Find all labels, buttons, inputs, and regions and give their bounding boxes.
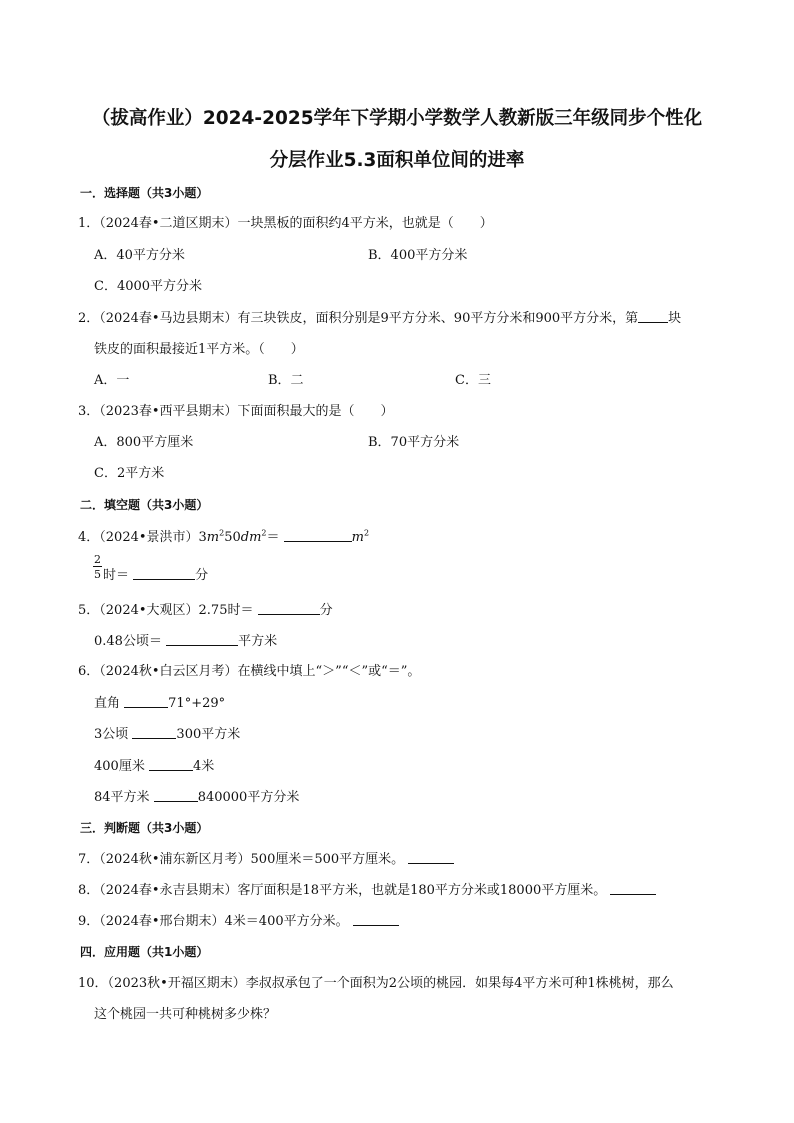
- unit-m: m: [206, 530, 220, 545]
- exponent: 2: [261, 528, 267, 538]
- page-title-line2: 分层作业5.3面积单位间的进率: [269, 150, 525, 171]
- question-6-row2: [94, 724, 240, 745]
- question-3-stem: 3．（2023春•西平县期末）下面面积最大的是（ ）: [78, 404, 394, 419]
- question-6-row2-left: 3公顷: [94, 727, 129, 742]
- question-2-stem-tail: 块: [668, 311, 682, 326]
- question-1-option-b: B．400平方分米: [368, 248, 468, 263]
- question-4-line2-text: 时＝: [103, 568, 130, 583]
- question-6-row4-right: 840000平方分米: [197, 790, 300, 805]
- question-6-row2-right: 300平方米: [176, 727, 241, 742]
- answer-blank[interactable]: [124, 693, 168, 708]
- question-6-row4-left: 84平方米: [94, 790, 150, 805]
- fraction-bar: [93, 566, 102, 567]
- question-5-line1-text: 5．（2024•大观区）2.75时＝: [78, 603, 254, 618]
- section-heading-fill: 二．填空题（共3小题）: [80, 498, 209, 512]
- question-9-line: [78, 911, 399, 932]
- unit-m: m: [351, 530, 364, 545]
- question-6-row1-left: 直角: [94, 696, 121, 711]
- question-8-stem: 8．（2024春•永吉县期末）客厅面积是18平方米，也就是180平方分米或18000平方厘米。: [78, 883, 607, 898]
- question-4-prefix: 4．（2024•景洪市）3: [78, 530, 207, 545]
- answer-blank[interactable]: [408, 849, 454, 864]
- answer-blank[interactable]: [149, 756, 193, 771]
- answer-blank[interactable]: [132, 724, 176, 739]
- question-2-option-a: A．一: [94, 373, 130, 388]
- answer-blank[interactable]: [353, 911, 399, 926]
- answer-blank[interactable]: [610, 880, 656, 895]
- section-heading-application: 四．应用题（共1小题）: [80, 945, 209, 959]
- equals-sign: ＝: [266, 530, 280, 545]
- question-6-row3-right: 4米: [192, 759, 215, 774]
- question-7-line: [78, 849, 454, 870]
- question-7-stem: 7．（2024秋•浦东新区月考）500厘米＝500平方厘米。: [78, 852, 405, 867]
- question-3-option-c: C．2平方米: [94, 466, 165, 481]
- question-10-line1: 10．（2023秋•开福区期末）李叔叔承包了一个面积为2公顷的桃园．如果每4平方米可种1株桃树，那么: [78, 976, 674, 991]
- fraction-numerator: 2: [94, 553, 101, 566]
- question-6-row1-right: 71°+29°: [168, 696, 226, 711]
- question-4-line2: [103, 565, 208, 586]
- answer-blank[interactable]: [284, 527, 352, 542]
- question-5-line1: [78, 600, 333, 621]
- question-4-line2-unit: 分: [195, 568, 209, 583]
- question-2-option-b: B．二: [268, 373, 304, 388]
- question-2-stem-line2: 铁皮的面积最接近1平方米。（ ）: [94, 342, 304, 357]
- answer-blank[interactable]: [638, 308, 668, 323]
- question-5-line2-text: 0.48公顷＝: [94, 634, 162, 649]
- section-heading-judge: 三．判断题（共3小题）: [80, 821, 209, 835]
- answer-blank[interactable]: [133, 565, 195, 580]
- question-8-line: [78, 880, 656, 901]
- question-1-stem: 1．（2024春•二道区期末）一块黑板的面积约4平方米，也就是（ ）: [78, 216, 493, 231]
- question-3-option-b: B．70平方分米: [368, 435, 460, 450]
- question-5-line2-unit: 平方米: [238, 634, 278, 649]
- question-6-row1: [94, 693, 225, 714]
- unit-dm: dm: [240, 530, 262, 545]
- exponent: 2: [219, 528, 225, 538]
- question-2-stem-text: 2．（2024春•马边县期末）有三块铁皮，面积分别是9平方分米、90平方分米和900平方分米，第: [78, 311, 639, 326]
- exponent: 2: [364, 528, 370, 538]
- question-10-line2: 这个桃园一共可种桃树多少株？: [94, 1007, 277, 1022]
- question-1-option-c: C．4000平方分米: [94, 279, 203, 294]
- question-2-option-c: C．三: [455, 373, 491, 388]
- question-3-option-a: A．800平方厘米: [94, 435, 194, 450]
- question-1-option-a: A．40平方分米: [94, 248, 185, 263]
- question-9-stem: 9．（2024春•邢台期末）4米＝400平方分米。: [78, 914, 349, 929]
- question-2-stem: [78, 308, 681, 329]
- question-6-row3-left: 400厘米: [94, 759, 145, 774]
- answer-blank[interactable]: [154, 787, 198, 802]
- question-5-line1-unit: 分: [319, 603, 333, 618]
- question-5-line2: [94, 631, 277, 652]
- answer-blank[interactable]: [258, 600, 320, 615]
- page-title-line1: （拔高作业）2024-2025学年下学期小学数学人教新版三年级同步个性化: [91, 108, 703, 129]
- question-4-line1: [78, 527, 369, 548]
- question-6-row4: [94, 787, 299, 808]
- question-6-row3: [94, 756, 214, 777]
- question-6-stem: 6．（2024秋•白云区月考）在横线中填上“＞”“＜”或“＝”。: [78, 664, 421, 679]
- value-50: 50: [224, 530, 241, 545]
- answer-blank[interactable]: [166, 631, 238, 646]
- section-heading-choice: 一．选择题（共3小题）: [80, 186, 209, 200]
- fraction-denominator: 5: [94, 568, 101, 581]
